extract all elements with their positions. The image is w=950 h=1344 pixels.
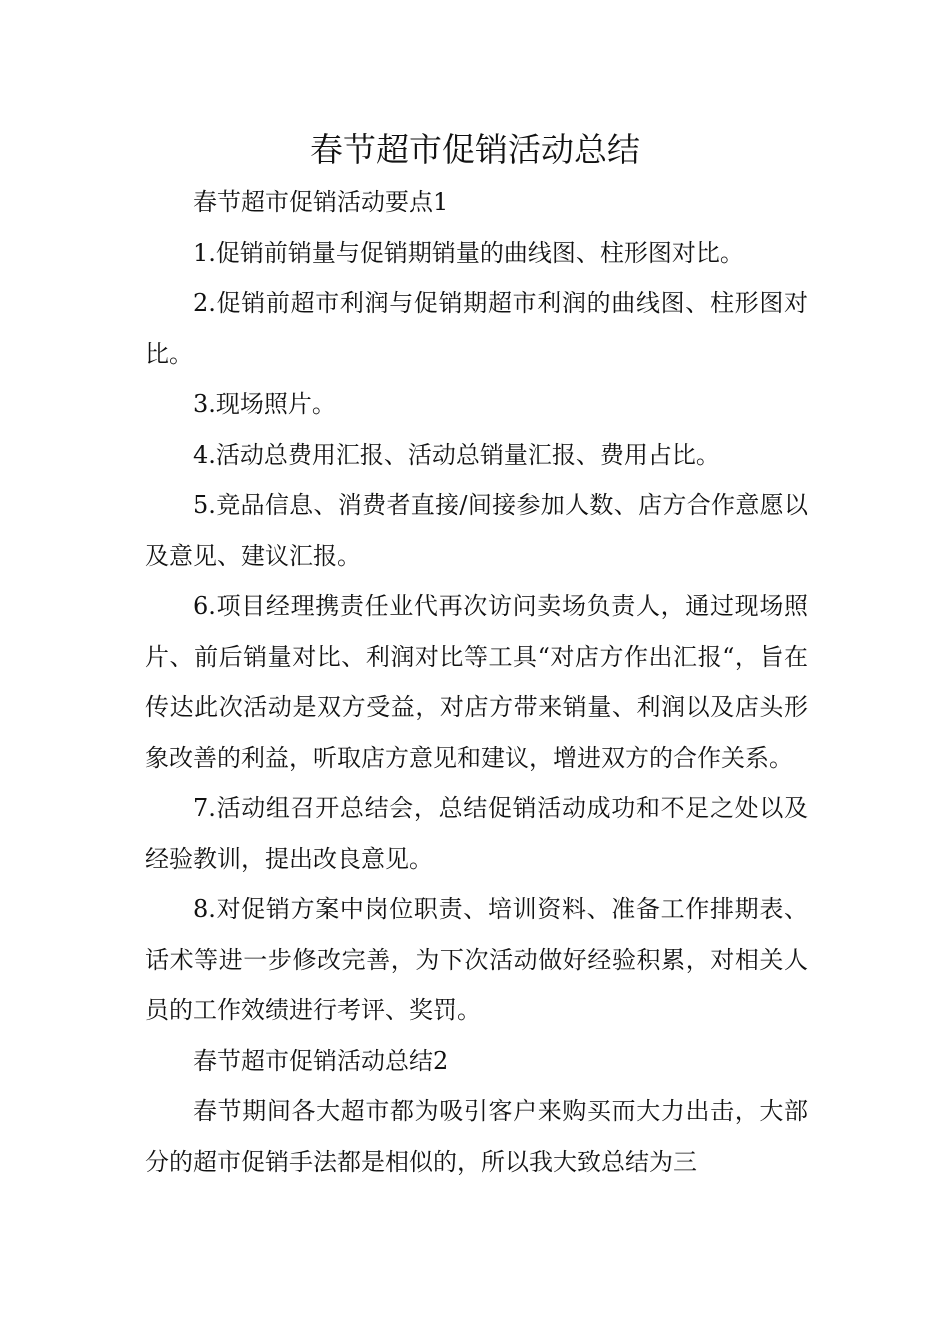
document-title: 春节超市促销活动总结 bbox=[310, 130, 640, 169]
paragraph-item-4: 4.活动总费用汇报、活动总销量汇报、费用占比。 bbox=[193, 440, 720, 469]
paragraph-item-3: 3.现场照片。 bbox=[193, 390, 336, 418]
paragraph-item-8: 8.对促销方案中岗位职责、培训资料、准备工作排期表、话术等进一步修改完善，为下次活动做好经验积累，对相关人员的工作效绩进行考评、奖罚。 bbox=[145, 895, 808, 1024]
document-body bbox=[145, 177, 808, 1187]
paragraph-item-7: 7.活动组召开总结会，总结促销活动成功和不足之处以及经验教训，提出改良意见。 bbox=[145, 794, 808, 873]
paragraph-section-heading-2: 春节超市促销活动总结2 bbox=[193, 1046, 449, 1075]
paragraph-item-1: 1.促销前销量与促销期销量的曲线图、柱形图对比。 bbox=[193, 238, 744, 267]
paragraph-item-5: 5.竞品信息、消费者直接/间接参加人数、店方合作意愿以及意见、建议汇报。 bbox=[145, 491, 808, 570]
paragraph-item-2: 2.促销前超市利润与促销期超市利润的曲线图、柱形图对比。 bbox=[145, 289, 808, 368]
paragraph-body-text: 春节期间各大超市都为吸引客户来购买而大力出击，大部分的超市促销手法都是相似的，所以我大致总结为三 bbox=[145, 1097, 808, 1176]
paragraph-item-6: 6.项目经理携责任业代再次访问卖场负责人，通过现场照片、前后销量对比、利润对比等工具“对店方作出汇报“，旨在传达此次活动是双方受益，对店方带来销量、利润以及店头形象改善的利益，听取店方意见和建议，增进双方的合作关系。 bbox=[145, 592, 808, 772]
paragraph-section-heading-1: 春节超市促销活动要点1 bbox=[193, 188, 449, 216]
